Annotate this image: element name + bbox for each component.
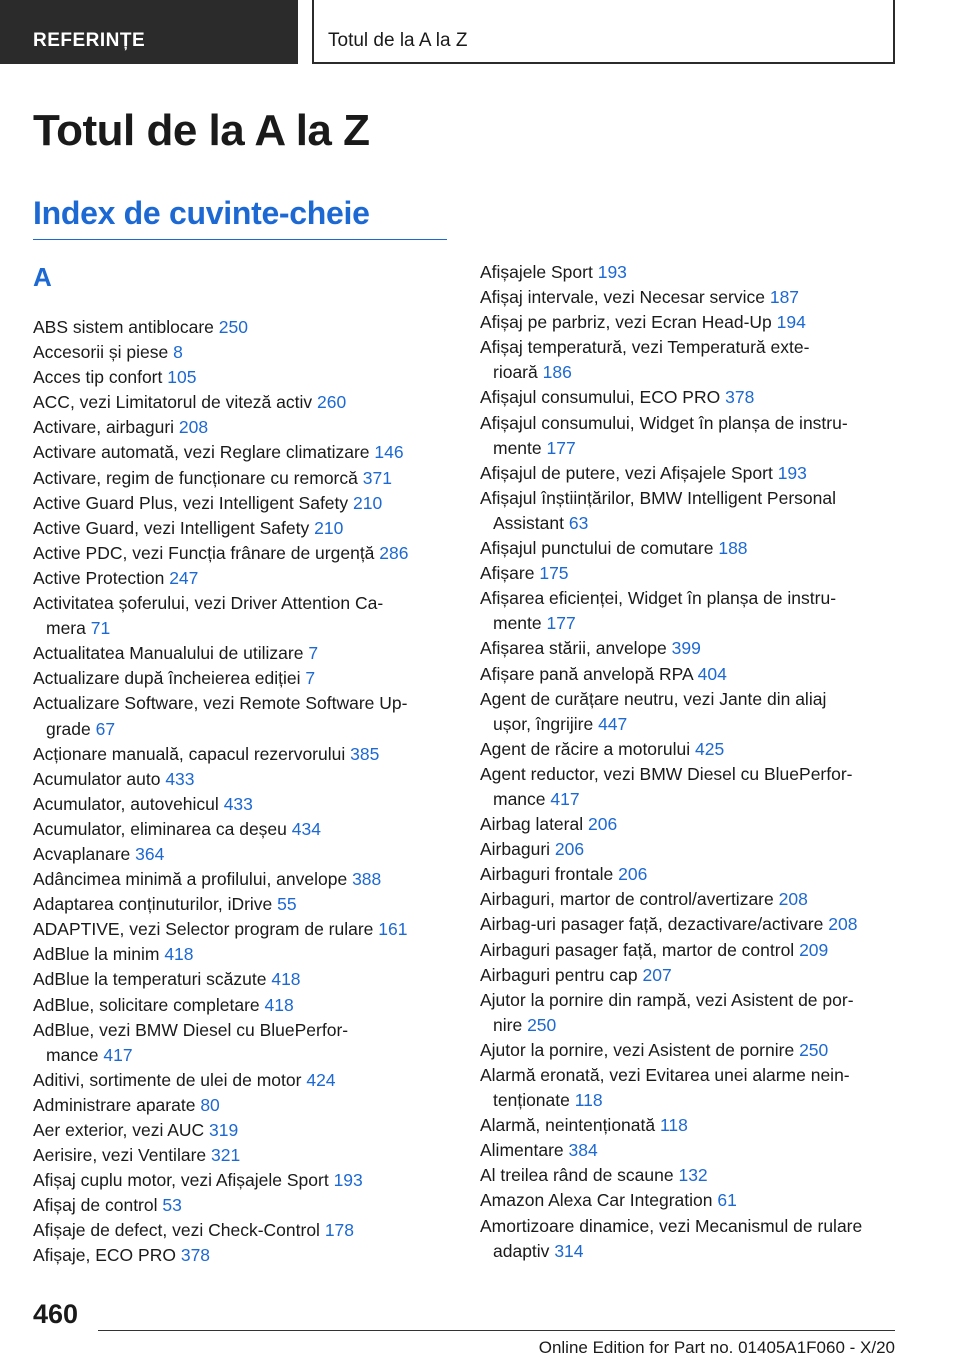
- index-entry: [33, 1168, 453, 1193]
- index-entry: [33, 415, 453, 440]
- index-term: Acționare manuală, capacul rezervorului: [33, 743, 346, 764]
- index-entry: [33, 491, 453, 516]
- page-reference-link[interactable]: 206: [618, 864, 648, 885]
- page-reference-link[interactable]: 404: [697, 663, 727, 684]
- index-term: Airbaguri, martor de control/avertizare: [480, 889, 774, 910]
- index-entry: [33, 691, 453, 741]
- index-term-continuation-text: nire: [493, 1014, 523, 1035]
- page-reference-link[interactable]: 178: [324, 1220, 355, 1241]
- index-term: Active Guard Plus, vezi Intelligent Safety: [33, 492, 349, 513]
- index-entry: [33, 641, 453, 666]
- page-reference-link[interactable]: 206: [588, 814, 618, 835]
- index-entry: [33, 742, 453, 767]
- page-reference-link[interactable]: 433: [223, 793, 253, 814]
- index-term: Afișarea eficienței, Widget în planșa de instru-: [480, 588, 837, 609]
- index-term-continuation-text: mente: [493, 437, 542, 458]
- index-entry: [480, 536, 900, 561]
- page-reference-link[interactable]: 364: [135, 843, 165, 864]
- page-reference-link[interactable]: 105: [167, 367, 197, 388]
- index-entry: [480, 586, 900, 636]
- index-term: Administrare aparate: [33, 1094, 196, 1115]
- footer-divider: [98, 1330, 895, 1331]
- index-term: Afișaj pe parbriz, vezi Ecran Head-Up: [480, 312, 772, 333]
- page-reference-link[interactable]: 132: [678, 1165, 708, 1186]
- index-term: Acumulator auto: [33, 768, 161, 789]
- page-reference-link[interactable]: 118: [574, 1090, 603, 1111]
- index-term: Aerisire, vezi Ventilare: [33, 1145, 207, 1166]
- index-term: Activare automată, vezi Reglare climatizare: [33, 442, 370, 463]
- index-term: Afișarea stării, anvelope: [480, 638, 667, 659]
- index-entry: [33, 942, 453, 967]
- index-term: Afișajul consumului, ECO PRO: [480, 387, 721, 408]
- page-reference-link[interactable]: 434: [291, 818, 321, 839]
- index-term-continuation-text: Assistant: [493, 512, 564, 533]
- index-entry: [33, 1193, 453, 1218]
- index-term: Adaptarea conținuturilor, iDrive: [33, 894, 273, 915]
- page-reference-link[interactable]: 371: [362, 467, 392, 488]
- page-reference-link[interactable]: 247: [169, 567, 199, 588]
- page-reference-link[interactable]: 208: [778, 889, 808, 910]
- index-term: ACC, vezi Limitatorul de viteză activ: [33, 392, 313, 413]
- index-entry: [480, 461, 900, 486]
- index-term: Afișare pană anvelopă RPA: [480, 663, 693, 684]
- page-reference-link[interactable]: 210: [314, 517, 344, 538]
- index-entry: [480, 1188, 900, 1213]
- index-entry: [33, 892, 453, 917]
- index-entry: [33, 767, 453, 792]
- index-term: Agent de curățare neutru, vezi Jante din aliaj: [480, 688, 827, 709]
- index-term: Alarmă, neintenționată: [480, 1115, 656, 1136]
- index-entry: [33, 566, 453, 591]
- index-term: Activitatea șoferului, vezi Driver Attention Ca-: [33, 593, 384, 614]
- page-reference-link[interactable]: 250: [218, 317, 248, 337]
- page-reference-link[interactable]: 260: [317, 392, 347, 413]
- index-term: Al treilea rând de scaune: [480, 1165, 674, 1186]
- index-entry: [33, 967, 453, 992]
- index-entry: [33, 516, 453, 541]
- header-title: Totul de la A la Z: [328, 30, 468, 51]
- index-term: Alarmă eronată, vezi Evitarea unei alarme nein-: [480, 1065, 850, 1085]
- page-reference-link[interactable]: 206: [554, 839, 585, 860]
- index-term: Activare, regim de funcționare cu remorcă: [33, 467, 358, 488]
- index-entry: [33, 1093, 453, 1118]
- index-term: Airbaguri pasager față, martor de control: [480, 939, 795, 960]
- index-term: Airbaguri frontale: [480, 864, 614, 885]
- page-number: 460: [33, 1299, 79, 1329]
- index-entry: [480, 260, 900, 285]
- index-term: Actualizare Software, vezi Remote Software Up-: [33, 693, 408, 714]
- index-entry: [480, 1138, 900, 1163]
- index-term: AdBlue la minim: [33, 944, 160, 965]
- index-entry: [33, 917, 453, 942]
- index-term: Agent de răcire a motorului: [480, 738, 691, 759]
- page-reference-link[interactable]: 384: [568, 1140, 598, 1161]
- page-reference-link[interactable]: 208: [828, 914, 858, 935]
- section-label: REFERINȚE: [33, 30, 146, 51]
- index-entry: [33, 867, 453, 892]
- index-entry: [480, 1113, 900, 1138]
- index-entry: [33, 817, 453, 842]
- index-term: Afișajul consumului, Widget în planșa de instru-: [480, 412, 848, 433]
- page-reference-link[interactable]: 425: [695, 738, 725, 759]
- page-reference-link[interactable]: 388: [352, 869, 382, 890]
- page-reference-link[interactable]: 418: [164, 944, 194, 965]
- index-term-continuation: [33, 717, 453, 742]
- page-reference-link[interactable]: 193: [597, 262, 627, 282]
- index-term: AdBlue, solicitare completare: [33, 994, 260, 1015]
- index-entry: [33, 1118, 453, 1143]
- index-entry: [33, 1018, 453, 1068]
- index-term: Alimentare: [480, 1140, 564, 1161]
- page-reference-link[interactable]: 186: [542, 362, 572, 383]
- index-entry: [33, 591, 453, 641]
- page-reference-link[interactable]: 161: [378, 919, 408, 940]
- index-entry: [33, 440, 453, 465]
- page-reference-link[interactable]: 286: [379, 542, 409, 563]
- index-entry: [480, 662, 900, 687]
- index-term: Actualizare după încheierea ediției: [33, 668, 301, 689]
- page-reference-link[interactable]: 53: [162, 1195, 182, 1216]
- index-term-continuation: [480, 360, 900, 385]
- index-entry: [480, 963, 900, 988]
- index-term: Airbag-uri pasager față, dezactivare/activare: [480, 914, 824, 935]
- index-term-continuation: [480, 611, 900, 636]
- index-term: Afișajul înștiințărilor, BMW Intelligent Personal: [480, 487, 836, 508]
- index-term: Airbaguri pentru cap: [480, 964, 638, 985]
- index-entry: [480, 385, 900, 410]
- page-reference-link[interactable]: 447: [598, 713, 628, 734]
- index-term: Afișaj cuplu motor, vezi Afișajele Sport: [33, 1170, 329, 1191]
- page-reference-link[interactable]: 385: [350, 743, 380, 764]
- page-reference-link[interactable]: 418: [264, 994, 294, 1015]
- page-reference-link[interactable]: 193: [333, 1170, 363, 1191]
- index-term-continuation-text: adaptiv: [493, 1240, 550, 1261]
- index-term-continuation: [33, 1043, 453, 1068]
- index-term-continuation: [480, 1239, 900, 1264]
- index-term-continuation-text: ușor, îngrijire: [493, 713, 594, 734]
- page-reference-link[interactable]: 61: [717, 1190, 737, 1211]
- page-reference-link[interactable]: 193: [777, 462, 807, 483]
- index-letter: A: [33, 262, 52, 292]
- index-term-continuation-text: mente: [493, 613, 542, 634]
- page-reference-link[interactable]: 55: [277, 894, 297, 915]
- page-reference-link[interactable]: 418: [271, 969, 301, 990]
- page-reference-link[interactable]: 433: [165, 768, 195, 789]
- index-term-continuation-text: grade: [46, 718, 91, 739]
- index-term-continuation: [33, 616, 453, 641]
- page-reference-link[interactable]: 210: [353, 492, 383, 513]
- index-entry: [480, 1214, 900, 1264]
- index-entry: [33, 842, 453, 867]
- index-entry: [480, 561, 900, 586]
- index-entry: [33, 666, 453, 691]
- index-column-right: [480, 260, 900, 1264]
- index-term-continuation-text: mance: [493, 788, 546, 809]
- page-reference-link[interactable]: 250: [527, 1014, 557, 1035]
- index-term: Aditivi, sortimente de ulei de motor: [33, 1069, 302, 1090]
- index-entry: [480, 762, 900, 812]
- index-entry: [480, 687, 900, 737]
- footer-edition: Online Edition for Part no. 01405A1F060 - X/20: [538, 1338, 895, 1357]
- page-reference-link[interactable]: 177: [546, 613, 576, 634]
- index-term: Aer exterior, vezi AUC: [33, 1120, 205, 1140]
- page-reference-link[interactable]: 146: [374, 442, 404, 463]
- index-term: Active PDC, vezi Funcția frânare de urgență: [33, 542, 375, 563]
- index-entry: [480, 737, 900, 762]
- page-reference-link[interactable]: 194: [776, 312, 806, 333]
- index-entry: [33, 1218, 453, 1243]
- index-term-continuation: [480, 712, 900, 737]
- index-term: Amortizoare dinamice, vezi Mecanismul de rulare: [480, 1215, 863, 1236]
- index-term-continuation-text: mera: [46, 618, 86, 639]
- index-term: Ajutor la pornire din rampă, vezi Asistent de por-: [480, 989, 854, 1010]
- index-entry: [33, 993, 453, 1018]
- page-title: Totul de la A la Z: [33, 106, 370, 155]
- index-entry: [480, 310, 900, 335]
- page-reference-link[interactable]: 321: [211, 1145, 241, 1166]
- page-reference-link[interactable]: 378: [725, 387, 755, 408]
- index-term: Acvaplanare: [33, 843, 131, 864]
- index-term-continuation-text: rioară: [493, 362, 538, 383]
- index-entry: [33, 792, 453, 817]
- index-term-continuation: [480, 787, 900, 812]
- index-term: Acumulator, autovehicul: [33, 793, 219, 814]
- page-reference-link[interactable]: 118: [660, 1115, 688, 1136]
- index-column-left: [33, 315, 453, 1269]
- index-term: AdBlue, vezi BMW Diesel cu BluePerfor-: [33, 1019, 349, 1040]
- page-reference-link[interactable]: 250: [799, 1039, 829, 1060]
- index-term-continuation: [480, 1013, 900, 1038]
- index-entry: [33, 365, 453, 390]
- page-reference-link[interactable]: 188: [718, 538, 748, 559]
- page-reference-link[interactable]: 424: [306, 1069, 336, 1090]
- index-term: Afișare: [480, 563, 535, 584]
- index-term: ABS sistem antiblocare: [33, 317, 214, 337]
- index-entry: [480, 285, 900, 310]
- index-entry: [33, 1068, 453, 1093]
- index-entry: [33, 340, 453, 365]
- index-entry: [480, 1063, 900, 1113]
- index-term: Acces tip confort: [33, 367, 163, 388]
- index-term: Afișajul de putere, vezi Afișajele Sport: [480, 462, 773, 483]
- index-term: Airbaguri: [480, 839, 551, 860]
- index-term: Afișaje de defect, vezi Check-Control: [33, 1220, 320, 1241]
- page-reference-link[interactable]: 314: [554, 1240, 584, 1261]
- index-entry: [480, 1163, 900, 1188]
- page-reference-link[interactable]: 187: [769, 287, 800, 308]
- index-entry: [33, 541, 453, 566]
- index-subtitle: Index de cuvinte-cheie: [33, 193, 447, 240]
- header-title-box: [312, 0, 895, 64]
- section-tab: [0, 0, 298, 64]
- index-entry: [480, 912, 900, 937]
- index-entry: [33, 390, 453, 415]
- page-reference-link[interactable]: 399: [671, 638, 701, 659]
- page-reference-link[interactable]: 378: [180, 1245, 211, 1266]
- index-entry: [480, 486, 900, 536]
- index-term: Agent reductor, vezi BMW Diesel cu BluePerfor-: [480, 763, 853, 784]
- index-entry: [480, 812, 900, 837]
- index-term: Airbag lateral: [480, 814, 584, 835]
- index-term-continuation: [480, 436, 900, 461]
- page-reference-link[interactable]: 208: [178, 417, 209, 438]
- page-reference-link[interactable]: 417: [550, 788, 580, 809]
- index-entry: [480, 988, 900, 1038]
- index-entry: [480, 411, 900, 461]
- index-term-continuation-text: mance: [46, 1044, 99, 1065]
- index-term: Accesorii și piese: [33, 342, 169, 363]
- index-term: Activare, airbaguri: [33, 417, 175, 438]
- index-term-continuation: [480, 1088, 900, 1113]
- page-reference-link[interactable]: 207: [642, 964, 672, 985]
- index-entry: [480, 636, 900, 661]
- index-term: ADAPTIVE, vezi Selector program de rulare: [33, 919, 374, 940]
- page-reference-link[interactable]: 177: [546, 437, 576, 458]
- index-entry: [33, 315, 453, 340]
- index-term: Afișaj de control: [33, 1195, 158, 1216]
- index-term: Active Protection: [33, 567, 165, 588]
- page-reference-link[interactable]: 319: [209, 1120, 239, 1140]
- index-term: Afișaje, ECO PRO: [33, 1245, 176, 1266]
- page-reference-link[interactable]: 417: [103, 1044, 133, 1065]
- page-reference-link[interactable]: 63: [568, 512, 589, 533]
- page-reference-link[interactable]: 209: [799, 939, 829, 960]
- index-term: Afișajul punctului de comutare: [480, 538, 714, 559]
- page-reference-link[interactable]: 67: [95, 718, 116, 739]
- page-reference-link[interactable]: 7: [308, 643, 319, 664]
- index-entry: [33, 1243, 453, 1268]
- index-entry: [33, 1143, 453, 1168]
- page-reference-link[interactable]: 7: [305, 668, 316, 689]
- page-reference-link[interactable]: 175: [539, 563, 569, 584]
- index-term: Amazon Alexa Car Integration: [480, 1190, 713, 1211]
- index-entry: [480, 862, 900, 887]
- page-reference-link[interactable]: 71: [90, 618, 111, 639]
- index-entry: [480, 887, 900, 912]
- index-term: Acumulator, eliminarea ca deșeu: [33, 818, 287, 839]
- index-entry: [480, 837, 900, 862]
- index-term: Actualitatea Manualului de utilizare: [33, 643, 304, 664]
- index-term: Afișajele Sport: [480, 262, 593, 282]
- page-reference-link[interactable]: 8: [173, 342, 183, 363]
- index-term: Active Guard, vezi Intelligent Safety: [33, 517, 310, 538]
- index-term: Ajutor la pornire, vezi Asistent de pornire: [480, 1039, 795, 1060]
- index-term: Afișaj intervale, vezi Necesar service: [480, 287, 765, 308]
- page-reference-link[interactable]: 80: [200, 1094, 220, 1115]
- index-term: Adâncimea minimă a profilului, anvelope: [33, 869, 348, 890]
- index-term: Afișaj temperatură, vezi Temperatură exte-: [480, 337, 810, 358]
- index-term: AdBlue la temperaturi scăzute: [33, 969, 267, 990]
- index-entry: [480, 1038, 900, 1063]
- index-entry: [480, 938, 900, 963]
- index-entry: [480, 335, 900, 385]
- index-term-continuation: [480, 511, 900, 536]
- index-term-continuation-text: tenționate: [493, 1090, 570, 1111]
- index-entry: [33, 466, 453, 491]
